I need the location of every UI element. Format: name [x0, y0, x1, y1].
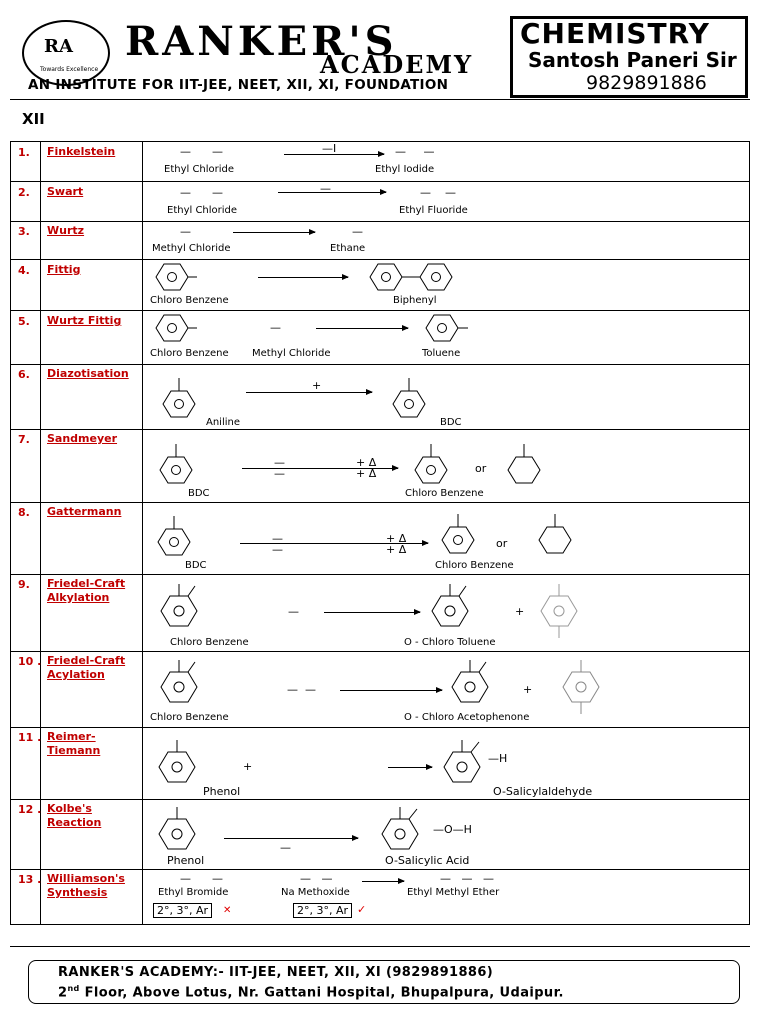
class-label: XII — [22, 110, 45, 128]
bond-dash: — — [288, 605, 299, 618]
benzene-ring — [442, 527, 474, 553]
row-divider — [10, 181, 750, 182]
aromatic-circle — [427, 466, 436, 475]
logo-tagline: Towards Excellence — [40, 66, 99, 73]
reactant-label: BDC — [185, 560, 207, 571]
aromatic-circle — [432, 273, 441, 282]
functional-group: —H — [488, 752, 508, 765]
reactant-label-2: Methyl Chloride — [252, 348, 331, 359]
reaction-name: Sandmeyer — [47, 432, 118, 445]
bond-dash: — — [180, 225, 191, 238]
aromatic-circle — [454, 536, 463, 545]
row-divider — [10, 221, 750, 222]
reaction-arrow — [316, 328, 408, 329]
reaction-name: Fittig — [47, 263, 81, 276]
check-mark-icon: ✓ — [357, 903, 367, 916]
brand-sub: ACADEMY — [320, 50, 474, 79]
product-label: O - Chloro Acetophenone — [404, 712, 530, 723]
aromatic-circle — [445, 606, 455, 616]
bond-dash: — — [274, 456, 285, 469]
reagent-bottom: + Δ — [386, 543, 407, 556]
benzene-ring — [163, 391, 195, 417]
product-label: Ethane — [330, 243, 366, 254]
or-label: or — [475, 462, 487, 475]
bond-dash: — — — [180, 186, 223, 199]
reaction-name: Diazotisation — [47, 367, 129, 380]
plus-sign: + — [243, 760, 253, 773]
header-divider — [10, 99, 750, 100]
benzene-ring — [508, 457, 540, 483]
row-divider — [10, 502, 750, 503]
benzene-ring — [160, 457, 192, 483]
product-label: Ethyl Iodide — [375, 164, 435, 175]
benzene-ring — [541, 596, 577, 626]
bond-line — [409, 809, 417, 819]
reactant-label: Aniline — [206, 417, 241, 428]
reagent-label: — — [320, 182, 331, 195]
benzene-ring — [452, 672, 488, 702]
reaction-arrow — [258, 277, 348, 278]
product-label: Ethyl Methyl Ether — [407, 887, 500, 898]
reactant-label: BDC — [188, 488, 210, 499]
reactant-label: Phenol — [203, 785, 241, 798]
reaction-name: Wurtz — [47, 224, 85, 237]
plus-sign: + — [515, 605, 525, 618]
reaction-arrow — [388, 767, 432, 768]
brand-name: RANKER'S — [125, 18, 398, 65]
aromatic-circle — [168, 324, 177, 333]
aromatic-circle — [457, 762, 467, 772]
reagent-label: —I — [322, 142, 337, 155]
reaction-name: Swart — [47, 185, 84, 198]
bond-line — [188, 662, 195, 672]
row-number: 10 . — [18, 655, 42, 668]
aromatic-circle — [405, 400, 414, 409]
bond-line — [188, 586, 195, 596]
sandmeyer-structures — [145, 432, 745, 494]
row-number: 7. — [18, 433, 30, 446]
aromatic-circle — [170, 538, 179, 547]
bond-dash: — — [272, 532, 283, 545]
benzene-ring — [158, 529, 190, 555]
product-label: O-Salicylic Acid — [385, 854, 470, 867]
benzene-ring — [426, 315, 458, 341]
reactant-label: Chloro Benzene — [150, 295, 229, 306]
benzene-ring — [432, 596, 468, 626]
gattermann-structures — [145, 504, 745, 566]
reactant-label: Methyl Chloride — [152, 243, 231, 254]
functional-group: —O—H — [433, 823, 472, 836]
aromatic-circle — [172, 762, 182, 772]
bond-dash: — — — [420, 186, 456, 199]
product-label: Toluene — [422, 348, 461, 359]
reaction-name: Reimer-Tiemann — [47, 730, 101, 757]
reaction-arrow — [246, 392, 372, 393]
row-divider — [10, 310, 750, 311]
product-label: O - Chloro Toluene — [404, 637, 496, 648]
aromatic-circle — [168, 273, 177, 282]
product-label: BDC — [440, 417, 462, 428]
reaction-arrow — [362, 881, 404, 882]
aromatic-circle — [174, 682, 184, 692]
reactant-label: Chloro Benzene — [150, 712, 229, 723]
aromatic-circle — [395, 829, 405, 839]
benzene-ring — [444, 752, 480, 782]
row-number: 8. — [18, 506, 30, 519]
aromatic-circle — [554, 606, 564, 616]
reagent-top: + Δ — [356, 456, 377, 469]
bond-dash: — — — [287, 683, 316, 696]
bond-dash: — — [280, 841, 291, 854]
benzene-ring — [539, 527, 571, 553]
row-number: 6. — [18, 368, 30, 381]
row-divider — [10, 651, 750, 652]
product-label: Chloro Benzene — [435, 560, 514, 571]
reactant-label: Chloro Benzene — [150, 348, 229, 359]
aromatic-circle — [172, 466, 181, 475]
plus-sign: + — [523, 683, 533, 696]
bond-dash: — — — [395, 145, 435, 158]
institute-tagline: AN INSTITUTE FOR IIT-JEE, NEET, XII, XI, FOUNDATION — [28, 77, 449, 93]
benzene-ring — [563, 672, 599, 702]
row-number: 1. — [18, 146, 30, 159]
row-divider — [10, 799, 750, 800]
reaction-arrow — [340, 690, 442, 691]
reaction-name: Wurtz Fittig — [47, 314, 122, 327]
teacher-name: Santosh Paneri Sir — [528, 48, 737, 72]
aromatic-circle — [172, 829, 182, 839]
reaction-name: Friedel-Craft Alkylation — [47, 577, 126, 604]
aromatic-circle — [438, 324, 447, 333]
footer-line-1: RANKER'S ACADEMY:- IIT-JEE, NEET, XII, XI (9829891886) — [58, 965, 494, 980]
bond-dash: — — [274, 467, 285, 480]
row-divider — [10, 869, 750, 870]
substrate-option-box: 2°, 3°, Ar — [293, 903, 352, 918]
row-number: 11 . — [18, 731, 42, 744]
aromatic-circle — [465, 682, 475, 692]
bond-line — [479, 662, 486, 672]
bond-line — [459, 586, 466, 596]
product-label: O-Salicylaldehyde — [493, 785, 593, 798]
reagent-top: + Δ — [386, 532, 407, 545]
aromatic-circle — [174, 606, 184, 616]
row-number: 2. — [18, 186, 30, 199]
substrate-option-box: 2°, 3°, Ar — [153, 903, 212, 918]
benzene-ring — [161, 596, 197, 626]
row-number: 5. — [18, 315, 30, 328]
footer-floor-suffix: nd — [67, 984, 80, 993]
reactant-label: Ethyl Chloride — [167, 205, 238, 216]
reactant-label: Phenol — [167, 854, 205, 867]
benzene-ring — [382, 819, 418, 849]
product-label: Biphenyl — [393, 295, 437, 306]
row-number: 3. — [18, 225, 30, 238]
row-divider — [10, 364, 750, 365]
benzene-ring — [370, 264, 402, 290]
bond-dash: — — — [180, 872, 223, 885]
reagent-label: + — [312, 379, 322, 392]
cross-mark-icon: ✕ — [223, 905, 232, 916]
reaction-arrow — [233, 232, 315, 233]
benzene-ring — [420, 264, 452, 290]
reaction-arrow — [324, 612, 420, 613]
bond-dash: — — [270, 321, 281, 334]
logo-text: RA — [44, 36, 73, 57]
aromatic-circle — [382, 273, 391, 282]
benzene-ring — [393, 391, 425, 417]
bond-line — [471, 742, 479, 752]
reaction-arrow — [224, 838, 358, 839]
reaction-name: Williamson's Synthesis — [47, 872, 125, 899]
reaction-name: Kolbe's Reaction — [47, 802, 102, 829]
reaction-arrow — [278, 192, 386, 193]
aromatic-circle — [576, 682, 586, 692]
reaction-name: Finkelstein — [47, 145, 116, 158]
reactant-label: Ethyl Chloride — [164, 164, 235, 175]
product-label: Chloro Benzene — [405, 488, 484, 499]
footer-floor-number: 2 — [58, 985, 68, 1001]
benzene-ring — [156, 264, 188, 290]
row-number: 4. — [18, 264, 30, 277]
bond-dash: — — [352, 225, 363, 238]
row-divider — [10, 574, 750, 575]
product-label: Ethyl Fluoride — [399, 205, 468, 216]
bond-dash: — — — [300, 872, 333, 885]
reactant-label: Chloro Benzene — [170, 637, 249, 648]
reaction-arrow — [284, 154, 384, 155]
footer-line-2 — [58, 984, 564, 1000]
bond-dash: — — — — [440, 872, 494, 885]
phone-number: 9829891886 — [586, 72, 707, 94]
footer-divider — [10, 946, 750, 947]
reaction-name: Friedel-Craft Acylation — [47, 654, 126, 681]
benzene-ring — [159, 819, 195, 849]
reagent-bottom: + Δ — [356, 467, 377, 480]
row-divider — [10, 727, 750, 728]
benzene-ring — [161, 672, 197, 702]
benzene-ring — [415, 457, 447, 483]
fittig-structures — [145, 260, 745, 310]
subject-title: CHEMISTRY — [520, 17, 710, 50]
row-number: 9. — [18, 578, 30, 591]
benzene-ring — [159, 752, 195, 782]
reactant-label-2: Na Methoxide — [281, 887, 350, 898]
reaction-name: Gattermann — [47, 505, 122, 518]
row-number: 12 . — [18, 803, 42, 816]
bond-dash: — — [272, 543, 283, 556]
bond-dash: — — — [180, 145, 223, 158]
row-number: 13 . — [18, 873, 42, 886]
aromatic-circle — [175, 400, 184, 409]
benzene-ring — [156, 315, 188, 341]
reactant-label: Ethyl Bromide — [158, 887, 229, 898]
footer-address: Floor, Above Lotus, Nr. Gattani Hospital, Bhupalpura, Udaipur. — [79, 985, 564, 1001]
row-divider — [10, 429, 750, 430]
or-label: or — [496, 537, 508, 550]
